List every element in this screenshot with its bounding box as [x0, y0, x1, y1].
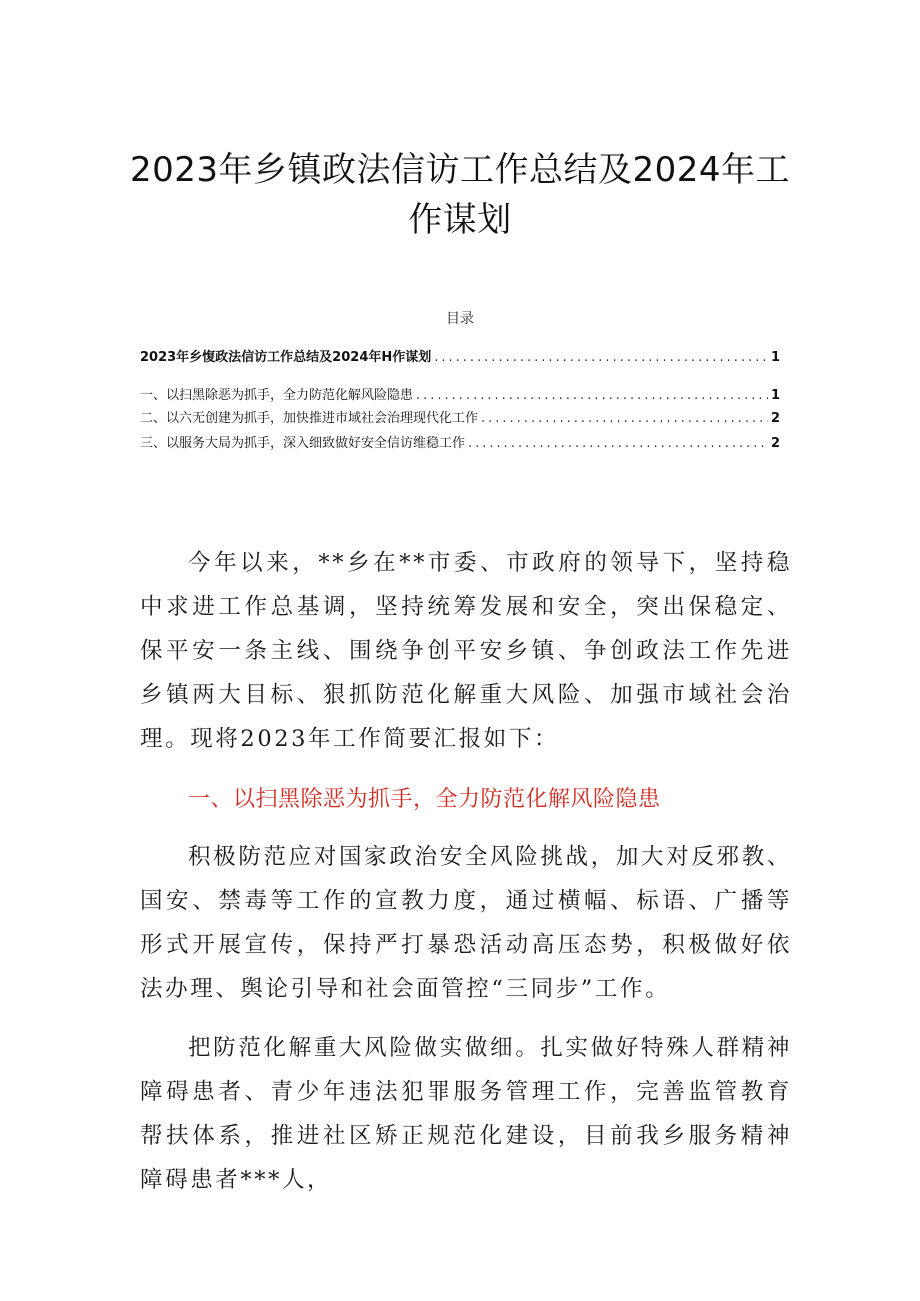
toc-entry[interactable]: [140, 407, 780, 427]
document-title-line1: 2023年乡镇政法信访工作总结及2024年工: [129, 150, 791, 190]
body-paragraph: 把防范化解重大风险做实做细。扎实做好特殊人群精神障碍患者、青少年违法犯罪服务管理工作，完善监管教育帮扶体系，推进社区矫正规范化建设，目前我乡服务精神障碍患者***人，: [140, 1035, 792, 1193]
toc-entry-title: 2023年乡愎政法信访工作总结及2024年H作谋划: [140, 350, 432, 365]
toc-entry-page: 2: [770, 436, 780, 451]
document-title-line2: 作谋划: [408, 200, 512, 240]
toc-leader-dots: [481, 411, 768, 426]
toc-heading: 目录: [446, 311, 474, 327]
toc-entry-title: 三、以服务大局为抓手，深入细致做好安全信访维稳工作: [140, 436, 466, 451]
toc-entry[interactable]: [140, 346, 780, 366]
body-paragraph: 积极防范应对国家政治安全风险挑战，加大对反邪教、国安、禁毒等工作的宣教力度，通过横幅、标语、广播等形式开展宣传，保持严打暴恐活动高压态势，积极做好依法办理、舆论引导和社会面管控“三同步”工作。: [140, 844, 792, 1002]
intro-paragraph: 今年以来，**乡在**市委、市政府的领导下，坚持稳中求进工作总基调，坚持统筹发展和安全，突出保稳定、保平安一条主线、围绕争创平安乡镇、争创政法工作先进乡镇两大目标、狠抓防范化解重大风险、加强市域社会治理。现将2023年工作简要汇报如下：: [140, 550, 792, 752]
toc-entry-page: 1: [770, 388, 780, 403]
toc-leader-dots: [468, 436, 768, 451]
toc-entry[interactable]: [140, 384, 780, 404]
section-heading: 一、以扫黑除恶为抓手，全力防范化解风险隐患: [188, 787, 661, 812]
toc-entry-title: 一、以扫黑除恶为抓手，全力防范化解风险隐患: [140, 388, 414, 403]
toc-leader-dots: [434, 350, 768, 365]
toc-entry-page: 1: [770, 350, 780, 365]
toc-entry-title: 二、以六无创建为抓手，加快推进市域社会治理现代化工作: [140, 411, 479, 426]
toc-leader-dots: [416, 388, 768, 403]
toc-entry[interactable]: [140, 432, 780, 452]
toc-entry-page: 2: [770, 411, 780, 426]
